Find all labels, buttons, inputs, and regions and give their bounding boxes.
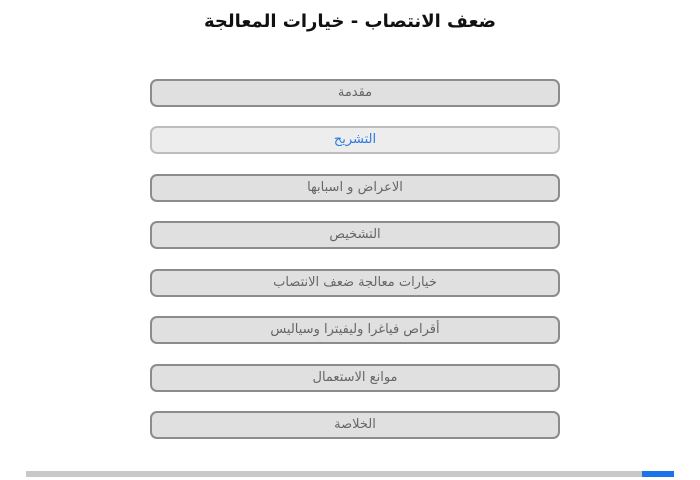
menu-item-introduction[interactable]: مقدمة bbox=[150, 79, 560, 107]
menu-item-anatomy[interactable]: التشريح bbox=[150, 126, 560, 154]
page-title: ضعف الانتصاب - خيارات المعالجة bbox=[203, 11, 497, 32]
progress-bar bbox=[26, 471, 674, 477]
menu-item-pills[interactable]: أقراص فياغرا وليفيترا وسياليس bbox=[150, 316, 560, 344]
menu-item-symptoms-causes[interactable]: الاعراض و اسبابها bbox=[150, 174, 560, 202]
menu-item-diagnosis[interactable]: التشخيص bbox=[150, 221, 560, 249]
menu-item-contraindications[interactable]: موانع الاستعمال bbox=[150, 364, 560, 392]
progress-bar-fill bbox=[642, 471, 674, 477]
menu-item-conclusion[interactable]: الخلاصة bbox=[150, 411, 560, 439]
menu-item-treatment-options[interactable]: خيارات معالجة ضعف الانتصاب bbox=[150, 269, 560, 297]
